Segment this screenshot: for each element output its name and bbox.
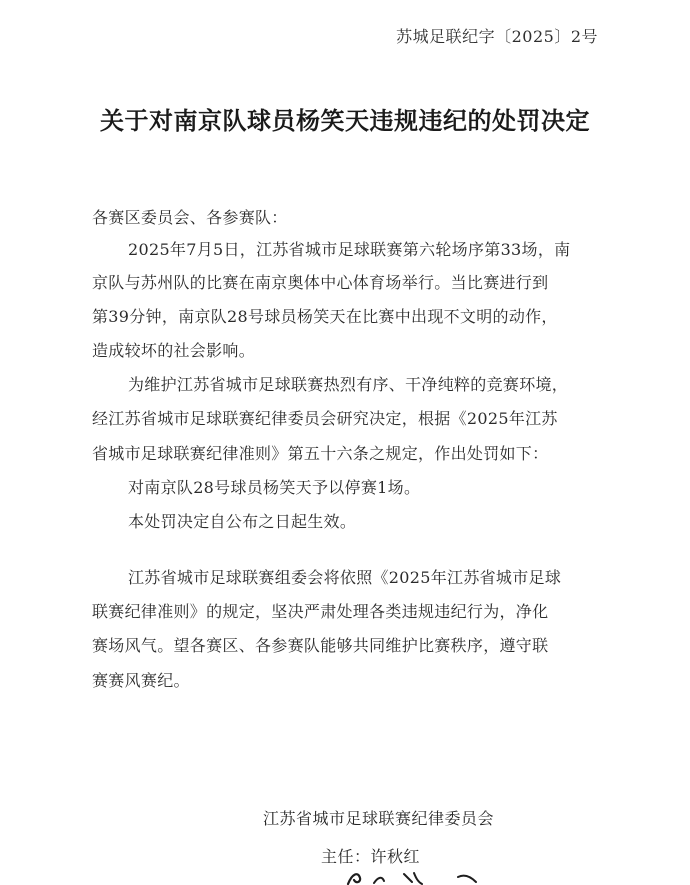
document-number: 苏城足联纪字〔2025〕2号: [396, 27, 598, 46]
effective-line: 本处罚决定自公布之日起生效。: [128, 512, 357, 531]
paragraph-line: 江苏省城市足球联赛组委会将依照《2025年江苏省城市足球: [128, 568, 562, 587]
paragraph-line: 赛场风气。望各赛区、各参赛队能够共同维护比赛秩序，遵守联: [92, 636, 549, 655]
paragraph-line: 省城市足球联赛纪律准则》第五十六条之规定，作出处罚如下：: [92, 444, 549, 463]
paragraph-line: 京队与苏州队的比赛在南京奥体中心体育场举行。当比赛进行到: [92, 273, 549, 292]
paragraph-line: 2025年7月5日，江苏省城市足球联赛第六轮场序第33场，南: [128, 240, 571, 259]
paragraph-line: 赛赛风赛纪。: [92, 671, 190, 690]
paragraph-line: 为维护江苏省城市足球联赛热烈有序、干净纯粹的竞赛环境，: [128, 375, 569, 394]
penalty-line: 对南京队28号球员杨笑天予以停赛1场。: [128, 478, 421, 497]
paragraph-line: 联赛纪律准则》的规定，坚决严肃处理各类违规违纪行为，净化: [92, 602, 549, 621]
paragraph-line: 造成较坏的社会影响。: [92, 341, 256, 360]
salutation: 各赛区委员会、各参赛队：: [92, 208, 288, 227]
paragraph-line: 第39分钟，南京队28号球员杨笑天在比赛中出现不文明的动作，: [92, 307, 558, 326]
director-name: 主任：许秋红: [321, 847, 421, 866]
document-title: 关于对南京队球员杨笑天违规违纪的处罚决定: [100, 106, 590, 135]
issuing-organization: 江苏省城市足球联赛纪律委员会: [263, 809, 495, 828]
handwritten-signature: [330, 868, 510, 885]
paragraph-line: 经江苏省城市足球联赛纪律委员会研究决定，根据《2025年江苏: [92, 409, 558, 428]
